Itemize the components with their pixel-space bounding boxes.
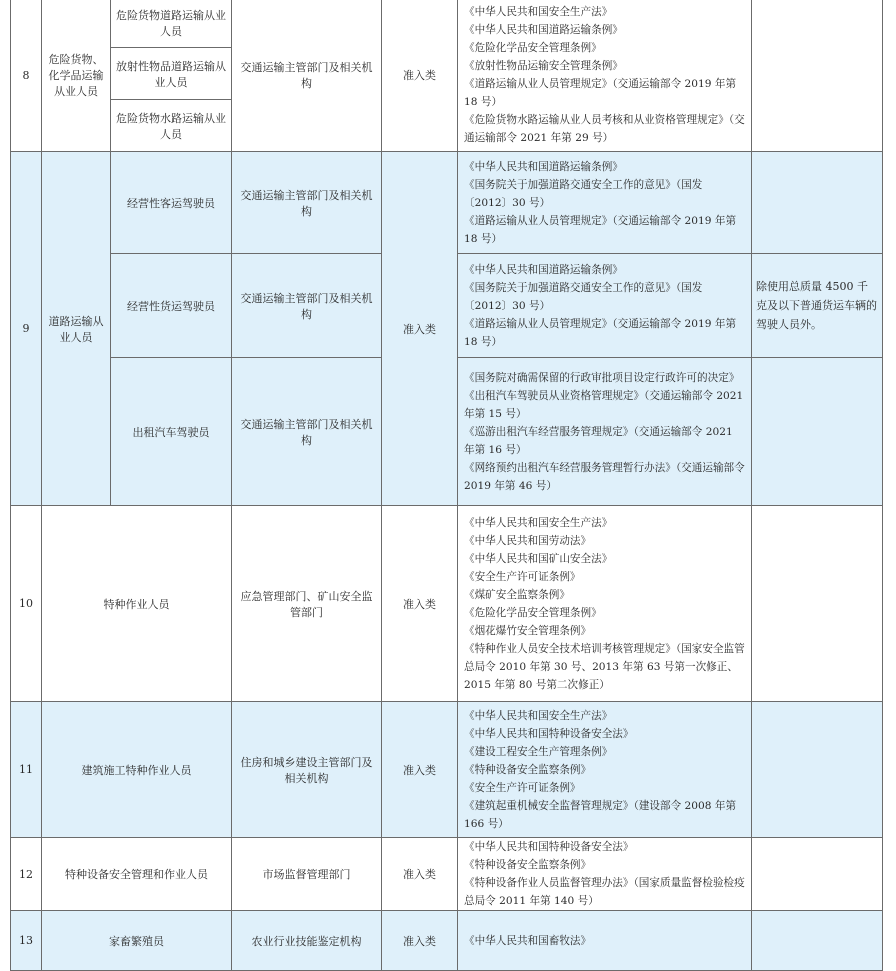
laws-cell <box>458 0 752 152</box>
law-item: 《危险化学品安全管理条例》 <box>464 42 602 54</box>
law-item: 《中华人民共和国道路运输条例》 <box>464 24 623 36</box>
sub-category-cell: 出租汽车驾驶员 <box>111 358 232 506</box>
table-row-9 <box>11 152 883 254</box>
type-cell: 准入类 <box>382 506 458 702</box>
law-item: 《国务院对确需保留的行政审批项目设定行政许可的决定》 <box>464 371 740 384</box>
table-row-8 <box>11 0 883 48</box>
law-item: 《巡游出租汽车经营服务管理规定》（交通运输部令 2021 年第 16 号） <box>464 425 733 456</box>
law-item: 《特种作业人员安全技术培训考核管理规定》（国家安全监管总局令 2010 年第 30 号、2013 年第 63 号第一次修正、2015 年第 80 号第二次修正） <box>464 642 745 691</box>
category-cell: 特种作业人员 <box>42 506 232 702</box>
note-cell <box>752 152 883 254</box>
law-item: 《放射性物品运输安全管理条例》 <box>464 60 623 72</box>
row-number: 11 <box>11 702 42 838</box>
authority-cell: 应急管理部门、矿山安全监管部门 <box>232 506 382 702</box>
law-item: 《烟花爆竹安全管理条例》 <box>464 624 592 637</box>
authority-cell: 交通运输主管部门及相关机构 <box>232 152 382 254</box>
law-item: 《中华人民共和国安全生产法》 <box>464 516 613 529</box>
law-item: 《中华人民共和国安全生产法》 <box>464 709 613 722</box>
law-item: 《中华人民共和国特种设备安全法》 <box>464 727 634 740</box>
row-number: 12 <box>11 838 42 911</box>
law-item: 《危险货物水路运输从业人员考核和从业资格管理规定》（交通运输部令 2021 年第 29 号） <box>464 114 745 144</box>
category-cell: 建筑施工特种作业人员 <box>42 702 232 838</box>
law-item: 《网络预约出租汽车经营服务管理暂行办法》（交通运输部令 2019 年第 46 号） <box>464 461 745 492</box>
law-item: 《国务院关于加强道路交通安全工作的意见》（国发〔2012〕30 号） <box>464 281 703 312</box>
law-item: 《中华人民共和国畜牧法》 <box>464 934 592 947</box>
note-cell <box>752 702 883 838</box>
law-item: 《安全生产许可证条例》 <box>464 781 581 794</box>
law-item: 《危险化学品安全管理条例》 <box>464 606 602 619</box>
sub-category-cell: 经营性客运驾驶员 <box>111 152 232 254</box>
table-row-10 <box>11 506 883 702</box>
note-cell <box>752 0 883 152</box>
authority-cell: 市场监督管理部门 <box>232 838 382 911</box>
law-item: 《中华人民共和国特种设备安全法》 <box>464 841 634 853</box>
table-row-12 <box>11 838 883 911</box>
law-item: 《出租汽车驾驶员从业资格管理规定》（交通运输部令 2021 年第 15 号） <box>464 389 744 420</box>
law-item: 《中华人民共和国矿山安全法》 <box>464 552 613 565</box>
law-item: 《道路运输从业人员管理规定》（交通运输部令 2019 年第 18 号） <box>464 214 737 245</box>
sub-category-cell: 危险货物水路运输从业人员 <box>111 100 232 152</box>
law-item: 《特种设备安全监察条例》 <box>464 763 592 776</box>
note-cell <box>752 358 883 506</box>
sub-category-cell: 经营性货运驾驶员 <box>111 254 232 358</box>
row-number: 8 <box>11 0 42 152</box>
row-number: 9 <box>11 152 42 506</box>
note-cell: 除使用总质量 4500 千克及以下普通货运车辆的驾驶人员外。 <box>752 254 883 358</box>
law-item: 《道路运输从业人员管理规定》（交通运输部令 2019 年第 18 号） <box>464 317 737 348</box>
authority-cell: 交通运输主管部门及相关机构 <box>232 0 382 152</box>
law-item: 《国务院关于加强道路交通安全工作的意见》（国发〔2012〕30 号） <box>464 178 703 209</box>
laws-cell <box>458 358 752 506</box>
law-item: 《中华人民共和国道路运输条例》 <box>464 160 623 173</box>
type-cell: 准入类 <box>382 0 458 152</box>
law-item: 《中华人民共和国劳动法》 <box>464 534 592 547</box>
type-cell: 准入类 <box>382 838 458 911</box>
table-row-11 <box>11 702 883 838</box>
law-item: 《道路运输从业人员管理规定》（交通运输部令 2019 年第 18 号） <box>464 78 737 108</box>
qualification-table <box>10 0 883 971</box>
authority-cell: 交通运输主管部门及相关机构 <box>232 358 382 506</box>
note-cell <box>752 506 883 702</box>
law-item: 《建设工程安全生产管理条例》 <box>464 745 613 758</box>
laws-cell <box>458 254 752 358</box>
laws-cell <box>458 911 752 971</box>
laws-cell <box>458 702 752 838</box>
authority-cell: 农业行业技能鉴定机构 <box>232 911 382 971</box>
law-item: 《中华人民共和国道路运输条例》 <box>464 263 623 276</box>
law-item: 《建筑起重机械安全监督管理规定》（建设部令 2008 年第 166 号） <box>464 799 737 830</box>
type-cell: 准入类 <box>382 911 458 971</box>
law-item: 《安全生产许可证条例》 <box>464 570 581 583</box>
law-item: 《煤矿安全监察条例》 <box>464 588 570 601</box>
category-cell: 特种设备安全管理和作业人员 <box>42 838 232 911</box>
authority-cell: 交通运输主管部门及相关机构 <box>232 254 382 358</box>
law-item: 《特种设备作业人员监督管理办法》（国家质量监督检验检疫总局令 2011 年第 140 号） <box>464 877 745 907</box>
sub-category-cell: 放射性物品道路运输从业人员 <box>111 48 232 100</box>
table-row-13 <box>11 911 883 971</box>
note-cell <box>752 911 883 971</box>
category-cell: 家畜繁殖员 <box>42 911 232 971</box>
laws-cell <box>458 506 752 702</box>
laws-cell <box>458 838 752 911</box>
laws-cell <box>458 152 752 254</box>
note-cell <box>752 838 883 911</box>
law-item: 《中华人民共和国安全生产法》 <box>464 6 613 18</box>
category-cell: 道路运输从业人员 <box>42 152 111 506</box>
type-cell: 准入类 <box>382 702 458 838</box>
category-cell: 危险货物、化学品运输从业人员 <box>42 0 111 152</box>
type-cell: 准入类 <box>382 152 458 506</box>
row-number: 13 <box>11 911 42 971</box>
authority-cell: 住房和城乡建设主管部门及相关机构 <box>232 702 382 838</box>
law-item: 《特种设备安全监察条例》 <box>464 859 592 871</box>
sub-category-cell: 危险货物道路运输从业人员 <box>111 0 232 48</box>
row-number: 10 <box>11 506 42 702</box>
